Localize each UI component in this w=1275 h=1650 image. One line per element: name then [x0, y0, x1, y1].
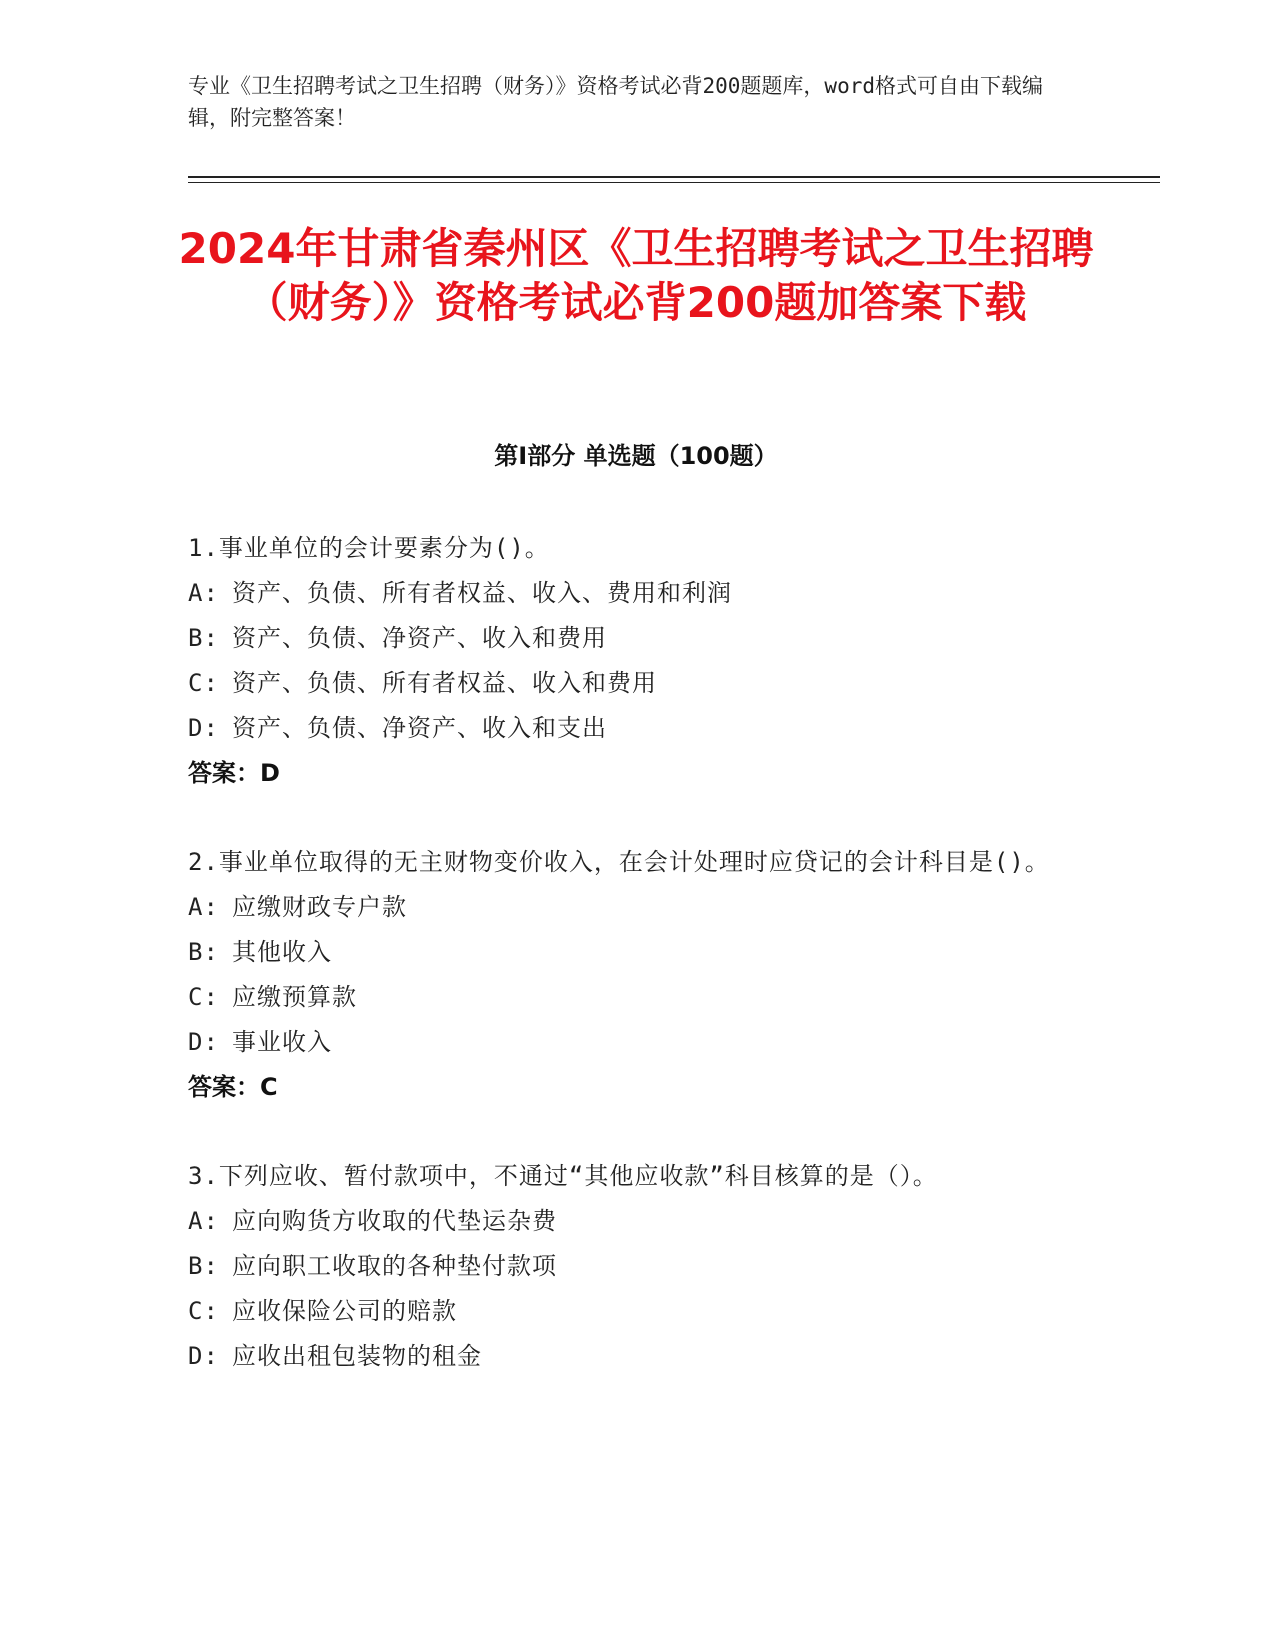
question-text: 3.下列应收、暂付款项中，不通过“其他应收款”科目核算的是（）。: [188, 1162, 938, 1190]
question-list: [188, 526, 1068, 1423]
question-text: 2.事业单位取得的无主财物变价收入，在会计处理时应贷记的会计科目是()。: [188, 848, 1050, 876]
option-text: 应收保险公司的赔款: [232, 1297, 457, 1325]
option-text: 资产、负债、所有者权益、收入和费用: [232, 669, 657, 697]
option-d: [188, 1334, 1068, 1379]
option-letter: D:: [188, 1342, 219, 1370]
question-2: [188, 840, 1068, 1110]
option-letter: A:: [188, 893, 219, 921]
option-letter: D:: [188, 714, 219, 742]
option-b: [188, 1244, 1068, 1289]
option-text: 应向职工收取的各种垫付款项: [232, 1252, 557, 1280]
option-text: 资产、负债、净资产、收入和支出: [232, 714, 607, 742]
answer: 答案：C: [188, 1073, 278, 1101]
option-text: 事业收入: [232, 1028, 332, 1056]
option-d: [188, 706, 1068, 751]
header-note: 专业《卫生招聘考试之卫生招聘（财务）》资格考试必背200题题库，word格式可自由下载编辑，附完整答案！: [188, 74, 1043, 130]
question-3: [188, 1154, 1068, 1379]
header-divider-thin: [188, 182, 1160, 183]
option-letter: B:: [188, 624, 219, 652]
option-a: [188, 1199, 1068, 1244]
option-letter: D:: [188, 1028, 219, 1056]
option-letter: C:: [188, 669, 219, 697]
question-1: [188, 526, 1068, 796]
option-b: [188, 616, 1068, 661]
option-a: [188, 571, 1068, 616]
section-heading: 第Ⅰ部分 单选题（100题）: [494, 442, 778, 470]
option-b: [188, 930, 1068, 975]
option-text: 其他收入: [232, 938, 332, 966]
option-letter: B:: [188, 1252, 219, 1280]
answer: 答案：D: [188, 759, 280, 787]
option-c: [188, 1289, 1068, 1334]
header-divider-thick: [188, 176, 1160, 178]
option-text: 资产、负债、所有者权益、收入、费用和利润: [232, 579, 732, 607]
option-letter: C:: [188, 983, 219, 1011]
option-text: 应缴预算款: [232, 983, 357, 1011]
option-letter: C:: [188, 1297, 219, 1325]
document-title: 2024年甘肃省秦州区《卫生招聘考试之卫生招聘（财务）》资格考试必背200题加答案下载: [178, 224, 1094, 327]
option-letter: A:: [188, 1207, 219, 1235]
option-letter: A:: [188, 579, 219, 607]
option-a: [188, 885, 1068, 930]
option-d: [188, 1020, 1068, 1065]
option-text: 应缴财政专户款: [232, 893, 407, 921]
question-text: 1.事业单位的会计要素分为()。: [188, 534, 550, 562]
option-c: [188, 661, 1068, 706]
option-letter: B:: [188, 938, 219, 966]
option-c: [188, 975, 1068, 1020]
option-text: 应收出租包装物的租金: [232, 1342, 482, 1370]
option-text: 资产、负债、净资产、收入和费用: [232, 624, 607, 652]
option-text: 应向购货方收取的代垫运杂费: [232, 1207, 557, 1235]
